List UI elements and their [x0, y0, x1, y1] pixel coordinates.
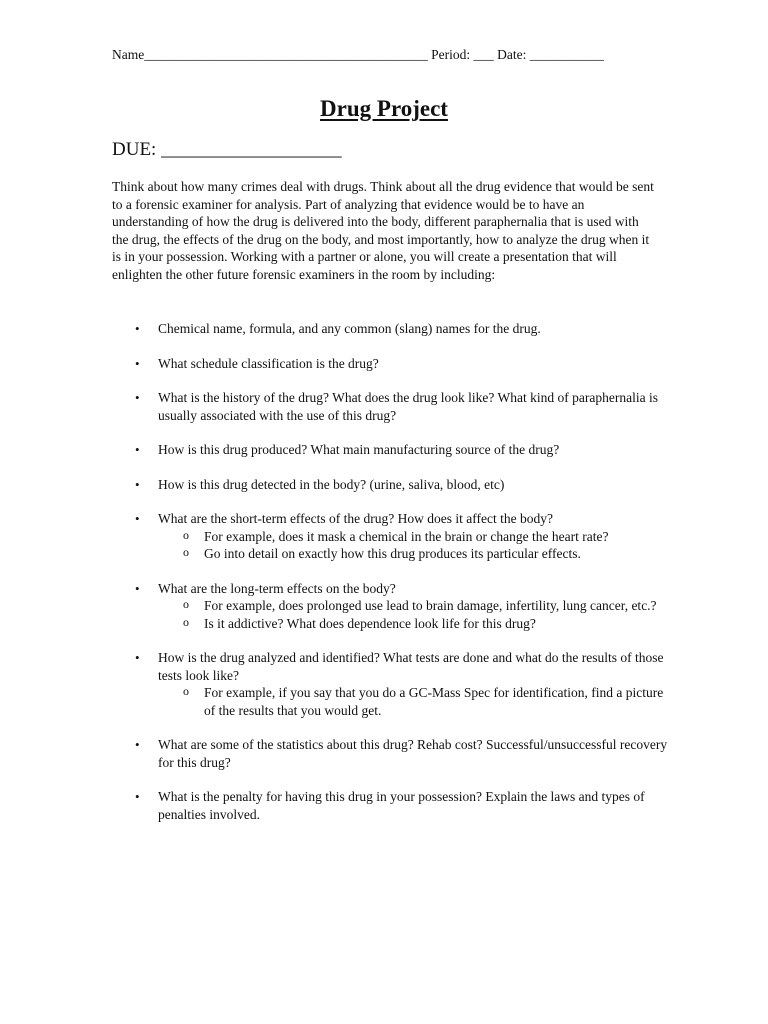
sub-list — [158, 684, 672, 719]
sub-list — [158, 597, 672, 632]
sub-list-item-text: For example, if you say that you do a GC-Mass Spec for identification, find a picture of the results that you would get. — [204, 685, 664, 718]
list-item — [112, 736, 672, 771]
list-item — [112, 389, 672, 424]
sub-list-item — [158, 684, 672, 719]
bullet-marker: • — [135, 650, 140, 665]
list-item-text: What are the short-term effects of the drug? How does it affect the body? — [158, 511, 553, 526]
list-item-text: What is the history of the drug? What does the drug look like? What kind of paraphernalia is usually associated with the use of this drug? — [158, 390, 658, 423]
list-item-text: How is the drug analyzed and identified? What tests are done and what do the results of those tests look like? — [158, 650, 664, 683]
sub-bullet-marker: o — [183, 545, 189, 559]
bullet-marker: • — [135, 321, 140, 336]
name-period-date-line: Name__________________________________________ Period: ___ Date: ___________ — [112, 47, 604, 62]
bullet-marker: • — [135, 390, 140, 405]
bullet-marker: • — [135, 580, 140, 596]
list-item-text: What is the penalty for having this drug in your possession? Explain the laws and types of penalties involved. — [158, 789, 645, 822]
intro-paragraph: Think about how many crimes deal with drugs. Think about all the drug evidence that would be sent to a forensic examiner for analysis. Part of analyzing that evidence would be to have an understanding of how the drug is delivered into the body, different paraphernalia that is used with the drug, the effects of the drug on the body, and most importantly, how to analyze the drug when it is in your possession. Working with a partner or alone, you will create a presentation that will enlighten the other future forensic examiners in the room by including: — [112, 179, 654, 282]
due-date-line: DUE: ___________________ — [112, 139, 342, 160]
sub-list-item-text: Is it addictive? What does dependence look life for this drug? — [204, 615, 536, 631]
sub-list-item — [158, 615, 672, 633]
list-item — [112, 320, 672, 338]
sub-bullet-marker: o — [183, 614, 189, 629]
list-item-text: How is this drug produced? What main manufacturing source of the drug? — [158, 442, 560, 457]
list-item — [112, 510, 672, 563]
list-item — [112, 649, 672, 719]
sub-list-item — [158, 597, 672, 615]
list-item — [112, 355, 672, 373]
bullet-marker: • — [135, 737, 140, 752]
sub-list-item-text: For example, does prolonged use lead to brain damage, infertility, lung cancer, etc.? — [204, 598, 657, 613]
sub-bullet-marker: o — [183, 597, 189, 611]
list-item-text: What are some of the statistics about this drug? Rehab cost? Successful/unsuccessful recovery for this drug? — [158, 737, 668, 770]
list-item-text: What schedule classification is the drug? — [158, 355, 379, 371]
sub-list-item-text: Go into detail on exactly how this drug produces its particular effects. — [204, 546, 581, 561]
sub-list-item — [158, 545, 672, 563]
sub-list-item-text: For example, does it mask a chemical in the brain or change the heart rate? — [204, 528, 609, 544]
sub-bullet-marker: o — [183, 684, 189, 698]
list-item-text: Chemical name, formula, and any common (slang) names for the drug. — [158, 321, 541, 336]
list-item — [112, 580, 672, 633]
bullet-marker: • — [135, 442, 140, 457]
sub-list-item — [158, 528, 672, 546]
bullet-marker: • — [135, 476, 140, 492]
bullet-marker: • — [135, 789, 140, 804]
sub-list — [158, 528, 672, 563]
document-title: Drug Project — [320, 96, 448, 121]
list-item-text: How is this drug detected in the body? (urine, saliva, blood, etc) — [158, 476, 505, 492]
requirements-list — [112, 320, 672, 840]
bullet-marker: • — [135, 511, 140, 526]
bullet-marker: • — [135, 355, 140, 371]
sub-bullet-marker: o — [183, 527, 189, 542]
list-item — [112, 441, 672, 459]
list-item — [112, 788, 672, 823]
list-item-text: What are the long-term effects on the body? — [158, 580, 396, 596]
list-item — [112, 476, 672, 494]
